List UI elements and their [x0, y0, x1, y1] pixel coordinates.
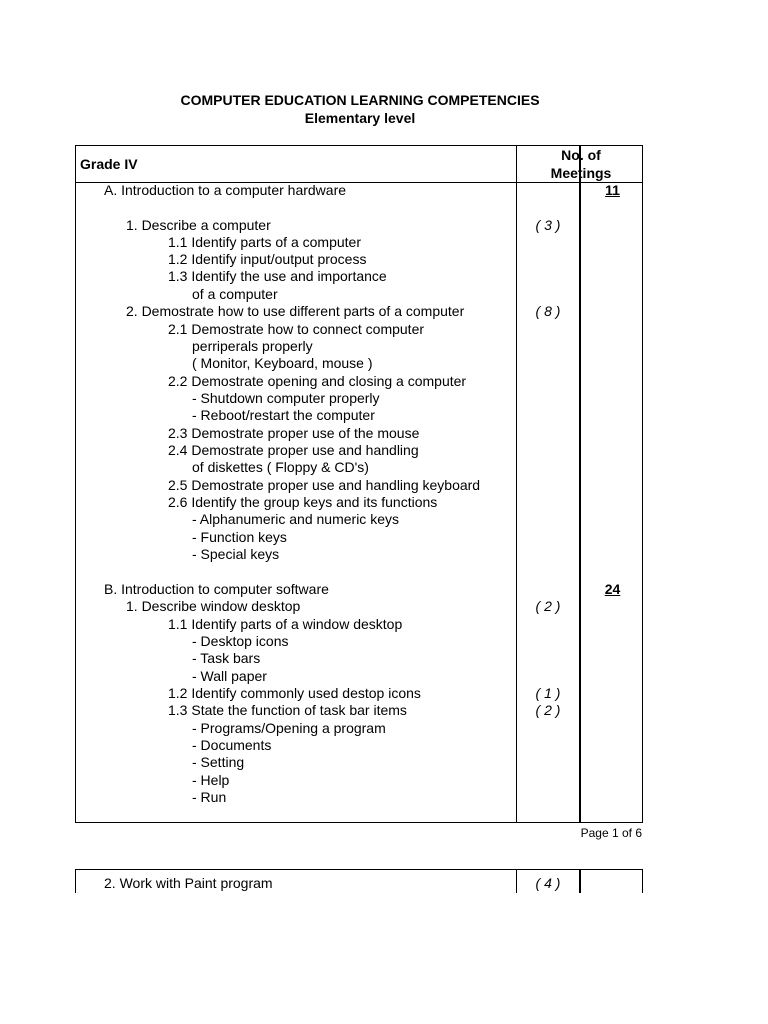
list-item: - Setting: [192, 754, 245, 770]
meeting-count: ( 1 ): [535, 685, 561, 701]
list-item: perriperals properly: [192, 338, 313, 354]
list-item: 1.2 Identify input/output process: [168, 251, 367, 267]
document-title: COMPUTER EDUCATION LEARNING COMPETENCIES: [180, 92, 540, 108]
list-item: 1.1 Identify parts of a computer: [168, 234, 361, 250]
list-item: 2.3 Demostrate proper use of the mouse: [168, 425, 420, 441]
meeting-count: ( 2 ): [535, 598, 561, 614]
list-item: 2.5 Demostrate proper use and handling keyboard: [168, 477, 481, 493]
list-item: - Reboot/restart the computer: [192, 407, 375, 423]
list-item: - Function keys: [192, 529, 287, 545]
document-subtitle: Elementary level: [304, 110, 416, 126]
list-item: 1. Describe window desktop: [126, 598, 301, 614]
column-divider: [516, 146, 517, 822]
list-item: - Alphanumeric and numeric keys: [192, 511, 399, 527]
list-item: 2. Work with Paint program: [104, 875, 273, 891]
competencies-table: [75, 145, 643, 823]
list-item: 2.1 Demostrate how to connect computer: [168, 321, 425, 337]
list-item: - Shutdown computer properly: [192, 390, 380, 406]
next-page-table: [75, 869, 643, 893]
list-item: of a computer: [192, 286, 278, 302]
header-meetings: [517, 146, 645, 182]
list-item: 2.4 Demostrate proper use and handling: [168, 442, 419, 458]
list-item: - Programs/Opening a program: [192, 720, 386, 736]
header-meetings-label: No. of Meetings: [550, 147, 612, 181]
list-item: 1.1 Identify parts of a window desktop: [168, 616, 403, 632]
meeting-count: ( 2 ): [535, 702, 561, 718]
list-item: ( Monitor, Keyboard, mouse ): [192, 355, 373, 371]
list-item: 1.3 State the function of task bar items: [168, 702, 407, 718]
page-number: Page 1 of 6: [580, 826, 642, 840]
section-b-title: B. Introduction to computer software: [104, 581, 329, 597]
list-item: 2. Demostrate how to use different parts of a computer: [126, 303, 465, 319]
column-divider-bold: [579, 146, 581, 822]
column-divider-bold: [579, 870, 581, 893]
list-item: - Run: [192, 789, 227, 805]
list-item: 2.2 Demostrate opening and closing a computer: [168, 373, 467, 389]
list-item: 2.6 Identify the group keys and its functions: [168, 494, 438, 510]
list-item: - Help: [192, 772, 230, 788]
list-item: 1.3 Identify the use and importance: [168, 268, 387, 284]
list-item: - Documents: [192, 737, 272, 753]
list-item: - Special keys: [192, 546, 280, 562]
list-item: - Desktop icons: [192, 633, 289, 649]
meeting-count: ( 3 ): [535, 217, 561, 233]
meeting-count: ( 8 ): [535, 303, 561, 319]
list-item: 1.2 Identify commonly used destop icons: [168, 685, 421, 701]
section-b-total: 24: [604, 581, 621, 597]
header-grade: Grade IV: [80, 156, 138, 172]
list-item: - Task bars: [192, 650, 261, 666]
list-item: of diskettes ( Floppy & CD's): [192, 459, 369, 475]
list-item: - Wall paper: [192, 668, 267, 684]
section-a-total: 11: [605, 182, 620, 198]
section-a-title: A. Introduction to a computer hardware: [104, 182, 347, 198]
list-item: 1. Describe a computer: [126, 217, 271, 233]
meeting-count: ( 4 ): [535, 875, 561, 891]
